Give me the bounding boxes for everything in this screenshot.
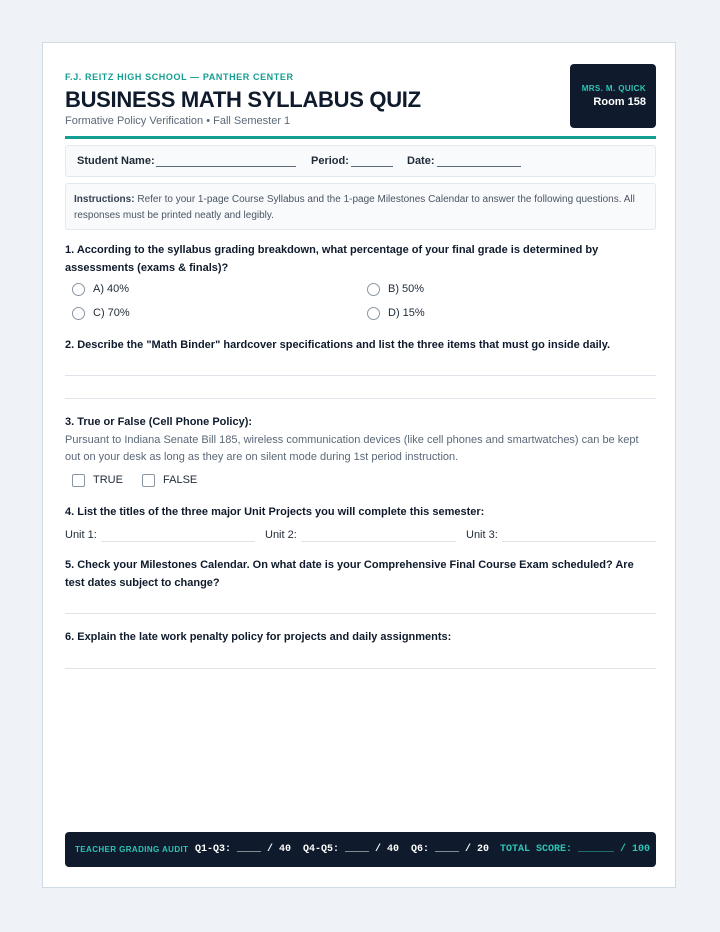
page-title: BUSINESS MATH SYLLABUS QUIZ: [65, 87, 421, 112]
question-2: 2. Describe the "Math Binder" hardcover specifications and list the three items that must go inside daily.: [65, 339, 611, 351]
unit-1-label: Unit 1:: [65, 529, 97, 541]
audit-q6: Q6: ____ / 20: [411, 844, 490, 855]
option-c-label: C) 70%: [93, 307, 130, 319]
true-checkbox[interactable]: [72, 474, 85, 487]
teacher-name: MRS. M. QUICK: [581, 84, 646, 93]
true-label: TRUE: [93, 474, 123, 486]
false-checkbox[interactable]: [142, 474, 155, 487]
unit-1-field[interactable]: [101, 541, 255, 542]
audit-q1-q3: Q1-Q3: ____ / 40: [195, 844, 292, 855]
audit-title: TEACHER GRADING AUDIT: [75, 845, 189, 854]
answer-line-q5[interactable]: [65, 613, 656, 614]
unit-3-field[interactable]: [502, 541, 656, 542]
option-d-radio[interactable]: [367, 307, 380, 320]
option-a-label: A) 40%: [93, 283, 130, 295]
student-name-label: Student Name:: [77, 155, 155, 167]
question-6: 6. Explain the late work penalty policy for projects and daily assignments:: [65, 631, 452, 643]
question-1: 1. According to the syllabus grading breakdown, what percentage of your final grade is determined by assessments (exams & finals)?: [65, 244, 599, 274]
page-subtitle: Formative Policy Verification • Fall Semester 1: [65, 115, 291, 127]
audit-total-score: TOTAL SCORE: ______ / 100: [500, 844, 651, 855]
unit-2-label: Unit 2:: [265, 529, 297, 541]
teacher-badge: [570, 64, 656, 128]
instructions-text: Refer to your 1-page Course Syllabus and the 1-page Milestones Calendar to answer the following questions. All responses must be printed neatly and legibly.: [74, 194, 635, 221]
option-b-label: B) 50%: [388, 283, 425, 295]
answer-line-q6[interactable]: [65, 668, 656, 669]
question-3: 3. True or False (Cell Phone Policy):: [65, 416, 253, 428]
option-d-label: D) 15%: [388, 307, 425, 319]
instructions-label: Instructions:: [74, 194, 135, 205]
school-name: F.J. REITZ HIGH SCHOOL — PANTHER CENTER: [65, 72, 294, 82]
room-number: Room 158: [593, 96, 646, 108]
student-info-bar: [65, 145, 656, 177]
student-name-field[interactable]: [156, 166, 296, 167]
header-divider: [65, 136, 656, 139]
question-5: 5. Check your Milestones Calendar. On what date is your Comprehensive Final Course Exam scheduled? Are test dates subject to change?: [65, 559, 634, 589]
answer-line-q2b[interactable]: [65, 398, 656, 399]
unit-3-label: Unit 3:: [466, 529, 498, 541]
date-label: Date:: [407, 155, 435, 167]
unit-2-field[interactable]: [301, 541, 456, 542]
question-4: 4. List the titles of the three major Unit Projects you will complete this semester:: [65, 506, 485, 518]
question-3-statement: Pursuant to Indiana Senate Bill 185, wireless communication devices (like cell phones and smartwatches) can be kept out on your desk as long as they are on silent mode during 1st period instruction.: [65, 434, 639, 463]
date-field[interactable]: [437, 166, 521, 167]
audit-q4-q5: Q4-Q5: ____ / 40: [303, 844, 400, 855]
option-b-radio[interactable]: [367, 283, 380, 296]
option-c-radio[interactable]: [72, 307, 85, 320]
grading-audit-bar: [65, 832, 656, 867]
period-field[interactable]: [351, 166, 393, 167]
quiz-page: [42, 42, 676, 888]
false-label: FALSE: [163, 474, 198, 486]
period-label: Period:: [311, 155, 349, 167]
option-a-radio[interactable]: [72, 283, 85, 296]
instructions-box: [65, 183, 656, 230]
answer-line-q2a[interactable]: [65, 375, 656, 376]
